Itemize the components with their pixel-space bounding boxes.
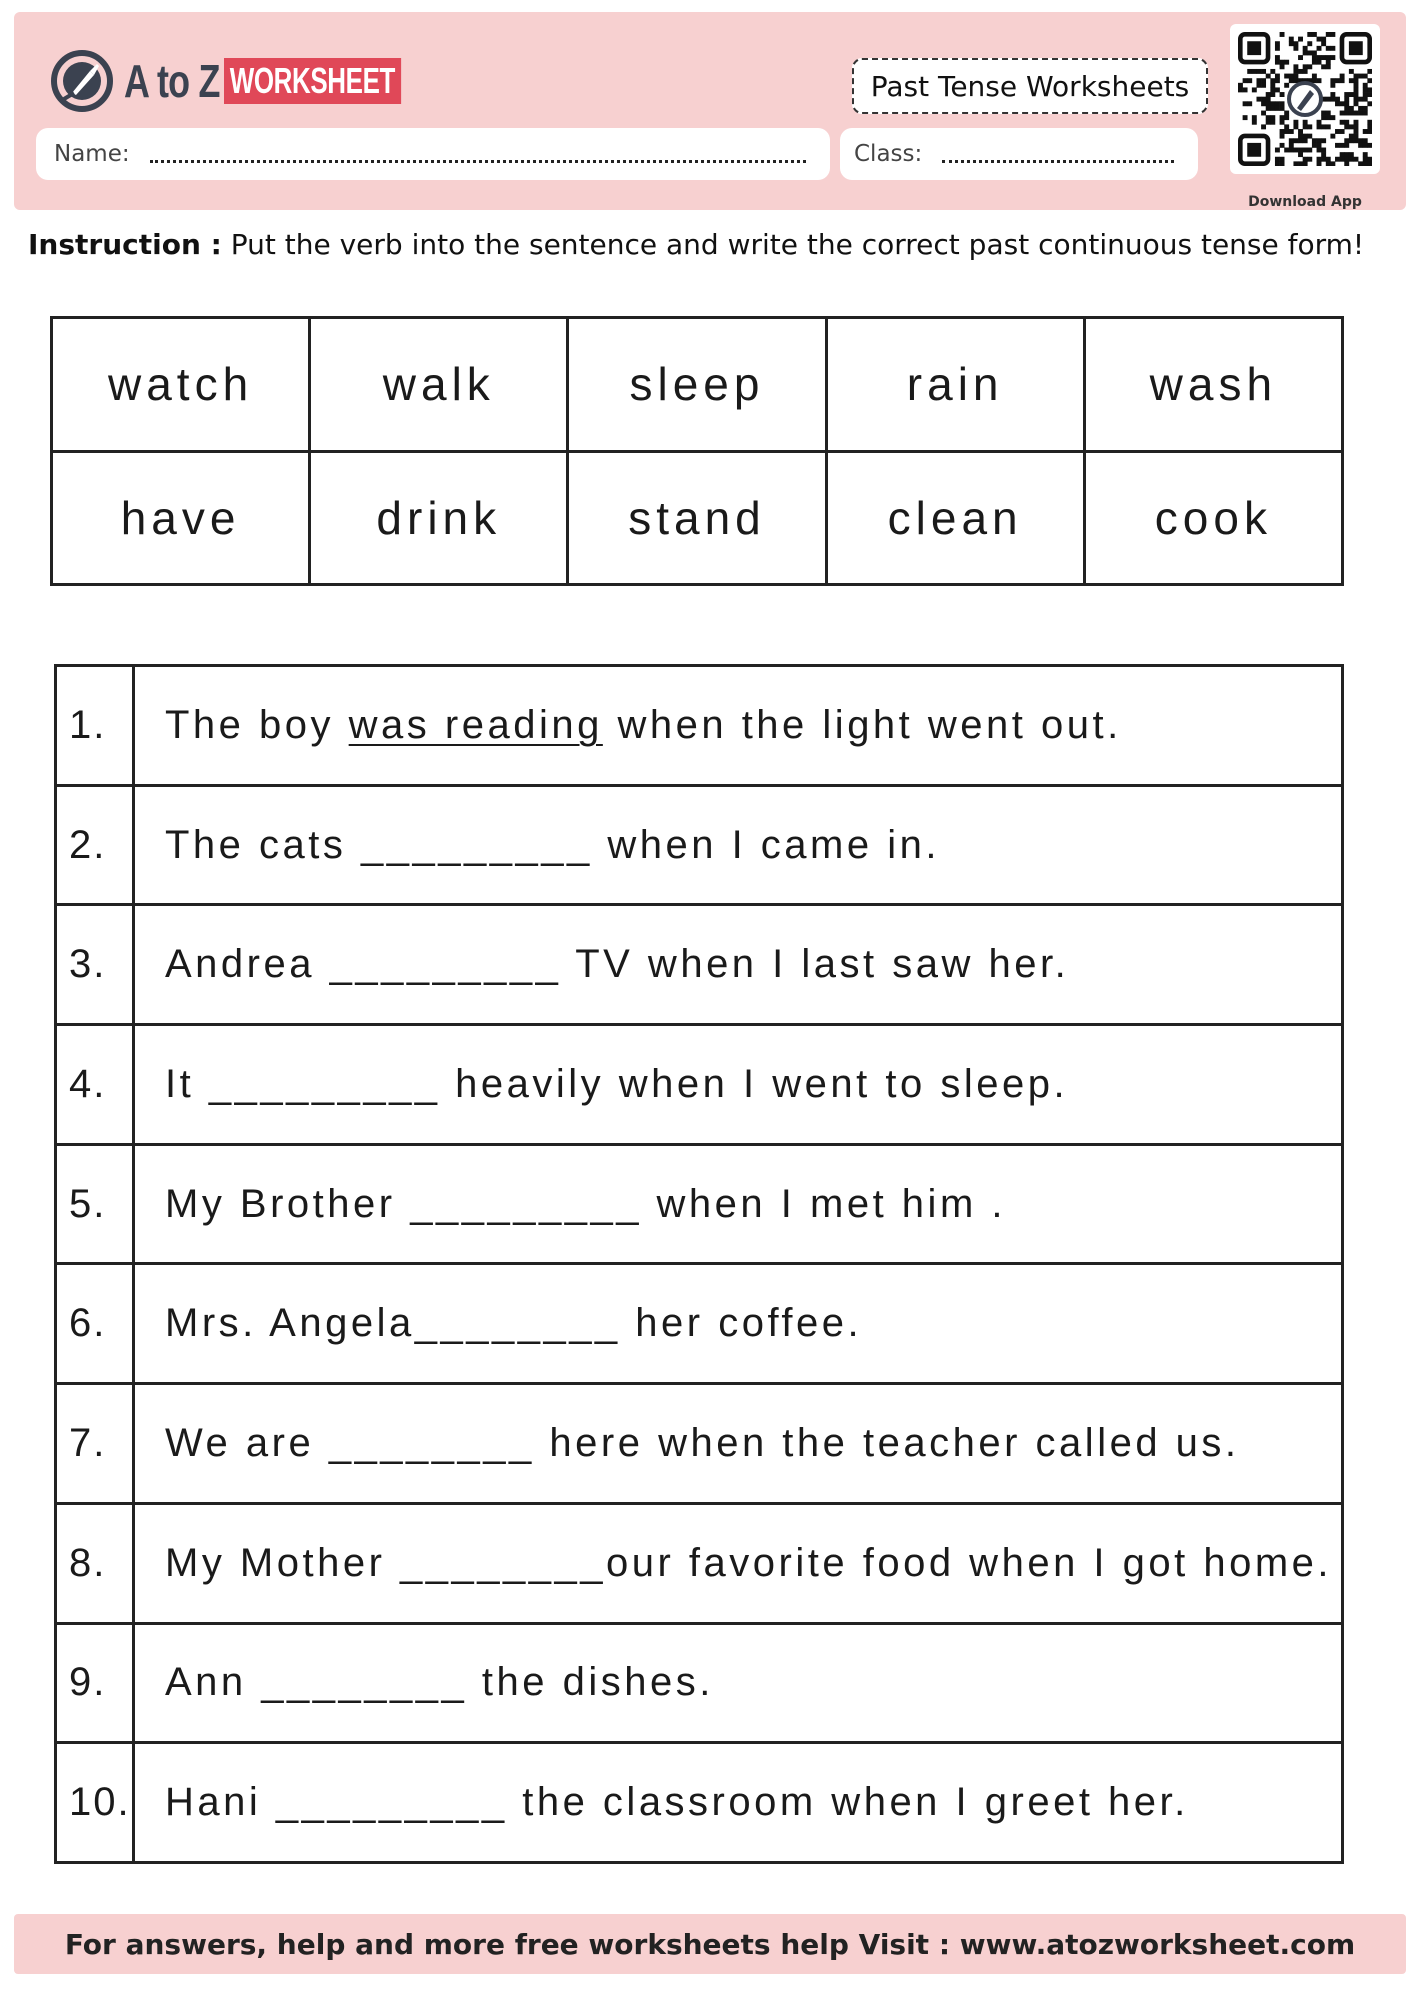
brand-name: A to Z	[124, 55, 220, 107]
footer-banner[interactable]: For answers, help and more free worksheets help Visit : www.atozworksheet.com	[14, 1914, 1406, 1974]
pen-nib-icon	[50, 49, 114, 113]
question-number: 7.	[56, 1384, 134, 1504]
question-sentence[interactable]: My Mother ________our favorite food when I got home.	[134, 1503, 1343, 1623]
verb-cell: clean	[826, 451, 1084, 585]
question-sentence[interactable]: Mrs. Angela________ her coffee.	[134, 1264, 1343, 1384]
question-sentence[interactable]: My Brother _________ when I met him .	[134, 1144, 1343, 1264]
exercise-row	[56, 1743, 1343, 1863]
question-sentence[interactable]: The cats _________ when I came in.	[134, 785, 1343, 905]
example-answer: was reading	[348, 702, 603, 747]
question-sentence[interactable]: Hani _________ the classroom when I greet her.	[134, 1743, 1343, 1863]
question-number: 3.	[56, 905, 134, 1025]
verb-cell: wash	[1084, 318, 1342, 452]
verb-row	[52, 451, 1343, 585]
question-number: 2.	[56, 785, 134, 905]
class-input-line[interactable]	[942, 160, 1174, 163]
qr-code[interactable]	[1230, 24, 1380, 174]
exercise-row	[56, 785, 1343, 905]
question-number: 5.	[56, 1144, 134, 1264]
verb-row	[52, 318, 1343, 452]
sentence-end: when the light went out.	[602, 702, 1122, 747]
exercise-row	[56, 1264, 1343, 1384]
exercise-row	[56, 1623, 1343, 1743]
exercise-row	[56, 1025, 1343, 1145]
question-number: 6.	[56, 1264, 134, 1384]
brand-logo[interactable]	[50, 46, 470, 116]
instruction-label: Instruction :	[28, 228, 222, 261]
verb-cell: watch	[52, 318, 310, 452]
question-number: 9.	[56, 1623, 134, 1743]
question-sentence[interactable]: We are ________ here when the teacher called us.	[134, 1384, 1343, 1504]
question-sentence[interactable]	[134, 666, 1343, 786]
name-field[interactable]	[36, 128, 830, 180]
class-label: Class:	[854, 141, 923, 167]
sentence-start: The boy	[165, 702, 349, 747]
exercise-row	[56, 1503, 1343, 1623]
verb-cell: cook	[1084, 451, 1342, 585]
brand-accent: WORKSHEET	[224, 58, 401, 104]
verb-cell: drink	[310, 451, 568, 585]
question-sentence[interactable]: It _________ heavily when I went to sleep.	[134, 1025, 1343, 1145]
question-sentence[interactable]: Ann ________ the dishes.	[134, 1623, 1343, 1743]
verb-cell: rain	[826, 318, 1084, 452]
qr-code-icon	[1238, 32, 1372, 166]
instruction-text: Put the verb into the sentence and write the correct past continuous tense form!	[221, 228, 1365, 261]
verb-cell: stand	[568, 451, 826, 585]
exercise-row	[56, 905, 1343, 1025]
question-number: 8.	[56, 1503, 134, 1623]
name-label: Name:	[54, 141, 130, 167]
exercise-row	[56, 1144, 1343, 1264]
question-number: 10.	[56, 1743, 134, 1863]
download-app-label: Download App	[1248, 194, 1362, 210]
name-input-line[interactable]	[150, 160, 806, 163]
exercise-row	[56, 666, 1343, 786]
exercise-table	[54, 664, 1344, 1864]
verb-bank	[50, 316, 1344, 586]
verb-cell: have	[52, 451, 310, 585]
question-number: 1.	[56, 666, 134, 786]
topic-label: Past Tense Worksheets	[852, 58, 1208, 114]
instruction	[28, 228, 1398, 261]
verb-cell: walk	[310, 318, 568, 452]
verb-cell: sleep	[568, 318, 826, 452]
exercise-row	[56, 1384, 1343, 1504]
question-number: 4.	[56, 1025, 134, 1145]
class-field[interactable]	[840, 128, 1198, 180]
question-sentence[interactable]: Andrea _________ TV when I last saw her.	[134, 905, 1343, 1025]
worksheet-header	[14, 12, 1406, 210]
